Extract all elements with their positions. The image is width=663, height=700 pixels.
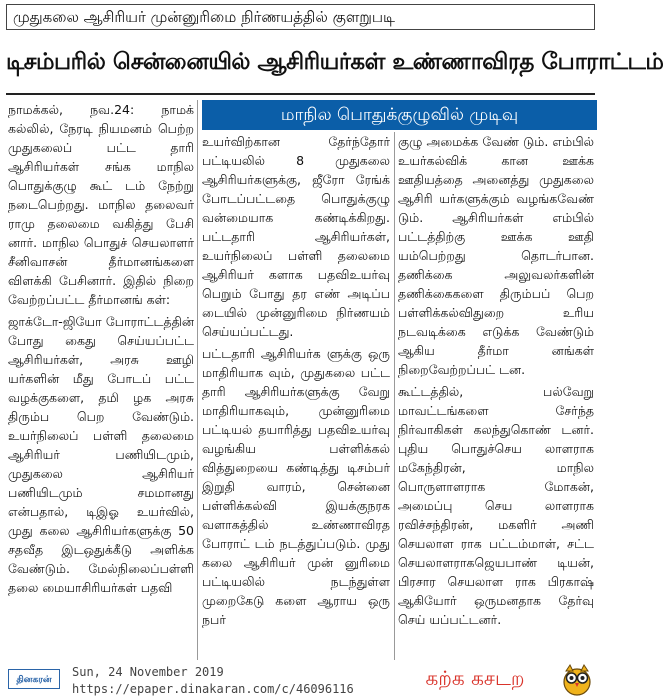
brand-tagline: கற்க கசடற — [425, 666, 525, 690]
headline-rule — [6, 93, 595, 95]
kicker-headline: முதுகலை ஆசிரியர் முன்னுரிமை நிர்ணயத்தில் குளறுபடி — [6, 4, 595, 30]
article-column-2 — [202, 132, 390, 660]
paragraph: கூட்டத்தில், பல்வேறு மாவட்டங்களை சேர்ந்த நிர்வாகிகள் கலந்துகொண் டனர். புதிய பொதுச்செய லாளராக மகேந்திரன், மாநில பொருளாளராக மோகன், அமைப்பு செய லாளராக ரவிச்சந்திரன், மகளிர் அணி செயலாள ராக பட்டம்மாள், சட்ட செயலாளராகஜெயபாண் டியன், பிரசார செயலாள ராக பிரகாஷ் ஆகியோர் ஒருமனதாக தேர்வு செய் யப்பட்டனர். — [398, 384, 594, 627]
column-divider — [197, 100, 198, 660]
article-column-1 — [8, 100, 194, 660]
paragraph: குழு அமைக்க வேண் டும். எம்பில் உயர்கல்விக் கான ஊக்க ஊதியத்தை அனைத்து முதுகலை ஆசிரி யர்களுக்கும் வழங்கவேண் டும். ஆசிரியர்கள் எம்பில் பட்டத்திற்கு ஊக்க ஊதி யம்பெற்றது தொடர்பான. தணிக்கை அலுவலர்களின் தணிக்கைகளை திரும்பப் பெற பள்ளிக்கல்விதுறை உரிய நடவடிக்கை எடுக்க வேண்டும் ஆகிய தீர்மா னங்கள் நிறைவேற்றப்பட் டன. — [398, 134, 594, 377]
paragraph: ஜாக்டோ-ஜியோ போராட்டத்தின் போது கைது செய்யப்பட்ட ஆசிரியர்கள், அரசு ஊழி யர்களின் மீது போடப் பட்ட வழக்குகளை, தமி ழக அரசு திரும்ப பெற வேண்டும். உயர்நிலைப் பள்ளி தலைமை ஆசிரியர் பணியிடமும், முதுகலை ஆசிரியர் பணியிடமும் சமமானது என்பதால், டிஇஓ உயர்வில், முது கலை ஆசிரியர்களுக்கு 50 சதவீத இடஒதுக்கீடு அளிக்க வேண்டும். மேல்நிலைப்பள்ளி தலை மையாசிரியர்கள் பதவி — [8, 314, 194, 595]
paragraph: பட்டதாரி ஆசிரியர்க ளுக்கு ஒரு மாதிரியாக வும், முதுகலை பட்ட தாரி ஆசிரியர்களுக்கு வேறு மாதிரியாகவும், முன்னுரிமை பட்டியல் தயாரித்து பதவிஉயர்வு வழங்கிய பள்ளிக்கல் வித்துறையை கண்டித்து டிசம்பர் இறுதி வாரம், சென்னை பள்ளிக்கல்வி இயக்குநரக வளாகத்தில் உண்ணாவிரத போராட் டம் நடத்துப்படும். முது கலை ஆசிரியர் முன் னுரிமை பட்டியலில் நடந்துள்ள முறைகேடு களை ஆராய ஒரு நபர் — [202, 346, 390, 627]
paragraph: உயர்விற்கான தேர்ந்தோர் பட்டியலில் 8 முதுகலை ஆசிரியர்களுக்கு, ஜீரோ ரேங்க் போடப்பட்டதை பொதுக்குழு வன்மையாக கண்டிக்கிறது. பட்டதாரி ஆசிரியர்கள், உயர்நிலைப் பள்ளி தலைமை ஆசிரியர் களாக பதவிஉயர்வு பெறும் போது தர எண் அடிப்ப டையில் முன்னுரிமை நிர்ணயம் செய்யப்பட்டது. — [202, 134, 390, 339]
subheading-banner: மாநில பொதுக்குழுவில் முடிவு — [202, 100, 597, 130]
main-headline: டிசம்பரில் சென்னையில் ஆசிரியர்கள் உண்ணாவிரத போராட்டம் — [6, 49, 663, 75]
article-column-3 — [398, 132, 594, 660]
edition-url[interactable]: https://epaper.dinakaran.com/c/46096116 — [72, 682, 354, 696]
column-divider — [394, 132, 395, 660]
edition-meta — [72, 664, 392, 698]
edition-date: Sun, 24 November 2019 — [72, 665, 224, 679]
paragraph: நாமக்கல், நவ.24: நாமக் கல்லில், நேரடி நியமனம் பெற்ற முதுகலைப் பட்ட தாரி ஆசிரியர்கள் சங்க மாநில பொதுக்குழு கூட் டம் நேற்று நடைபெற்றது. மாநில தலைவர் ராமு தலைமை வகித்து பேசி னார். மாநில பொதுச் செயலாளர் சீனிவாசன் தீர்மானங்களை விளக்கி பேசினார். இதில் நிறை வேற்றப்பட்ட தீர்மானங் கள்: — [8, 102, 194, 307]
owl-mascot-icon — [560, 662, 594, 696]
dinakaran-logo: தினகரன் — [8, 669, 60, 689]
